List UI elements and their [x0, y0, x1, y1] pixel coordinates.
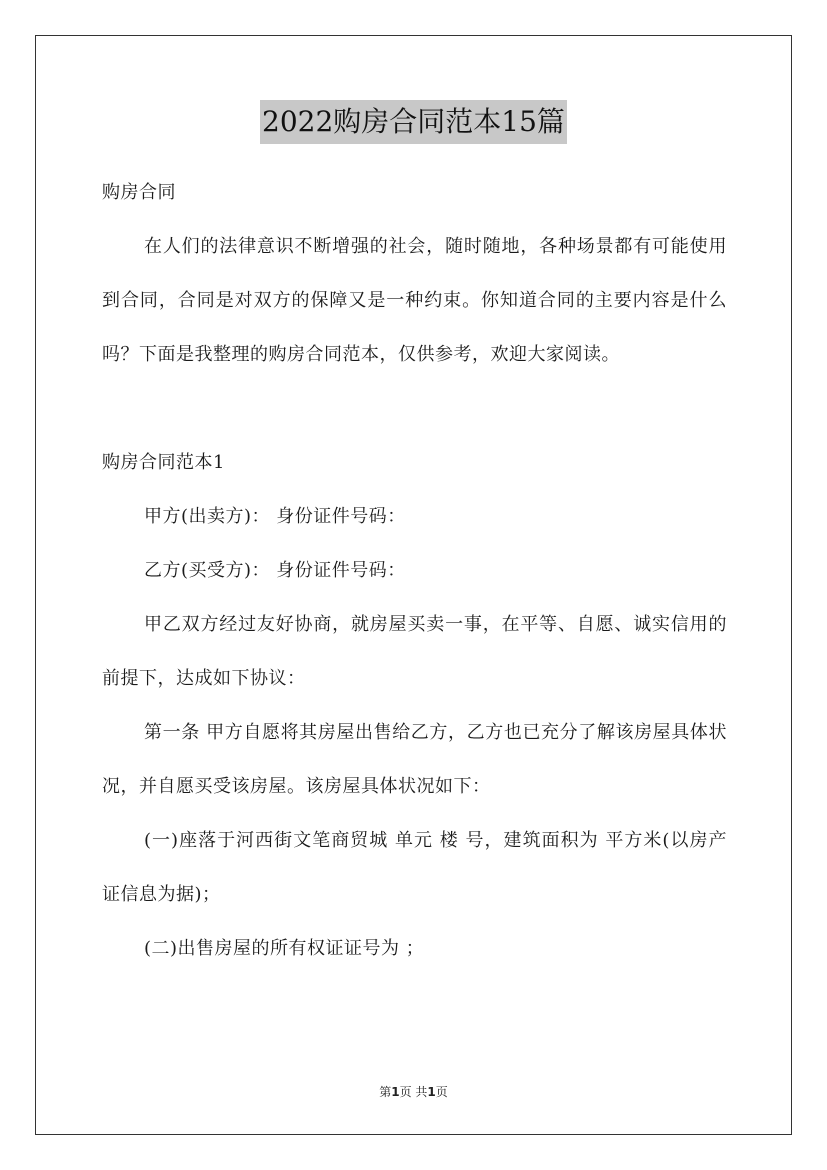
document-body: [102, 166, 727, 976]
footer-suffix: 页: [435, 1085, 448, 1099]
party-b-line: 乙方(买受方)： 身份证件号码：: [144, 560, 406, 581]
party-a-line: 甲方(出卖方)： 身份证件号码：: [144, 506, 406, 527]
section-heading: 购房合同范本1: [102, 452, 225, 473]
page-total: 1: [427, 1085, 436, 1099]
page-footer: [0, 1083, 827, 1100]
page-number: 1: [391, 1085, 400, 1099]
agreement-paragraph: 甲乙双方经过友好协商，就房屋买卖一事，在平等、自愿、诚实信用的前提下，达成如下协议：: [102, 614, 727, 689]
document-title: 2022购房合同范本15篇: [260, 100, 567, 144]
intro-paragraph: 在人们的法律意识不断增强的社会，随时随地，各种场景都有可能使用到合同，合同是对双方的保障又是一种约束。你知道合同的主要内容是什么吗？下面是我整理的购房合同范本，仅供参考，欢迎大家阅读。: [102, 236, 727, 365]
section-heading: 购房合同: [102, 182, 176, 203]
clause-paragraph: (二)出售房屋的所有权证证号为 ；: [144, 938, 425, 959]
title-container: [0, 100, 827, 144]
clause-paragraph: (一)座落于河西街文笔商贸城 单元 楼 号，建筑面积为 平方米(以房产证信息为据)；: [102, 830, 727, 905]
article-paragraph: 第一条 甲方自愿将其房屋出售给乙方，乙方也已充分了解该房屋具体状况，并自愿买受该房屋。该房屋具体状况如下：: [102, 722, 727, 797]
footer-prefix: 第: [379, 1085, 392, 1099]
footer-middle: 页 共: [399, 1085, 428, 1099]
